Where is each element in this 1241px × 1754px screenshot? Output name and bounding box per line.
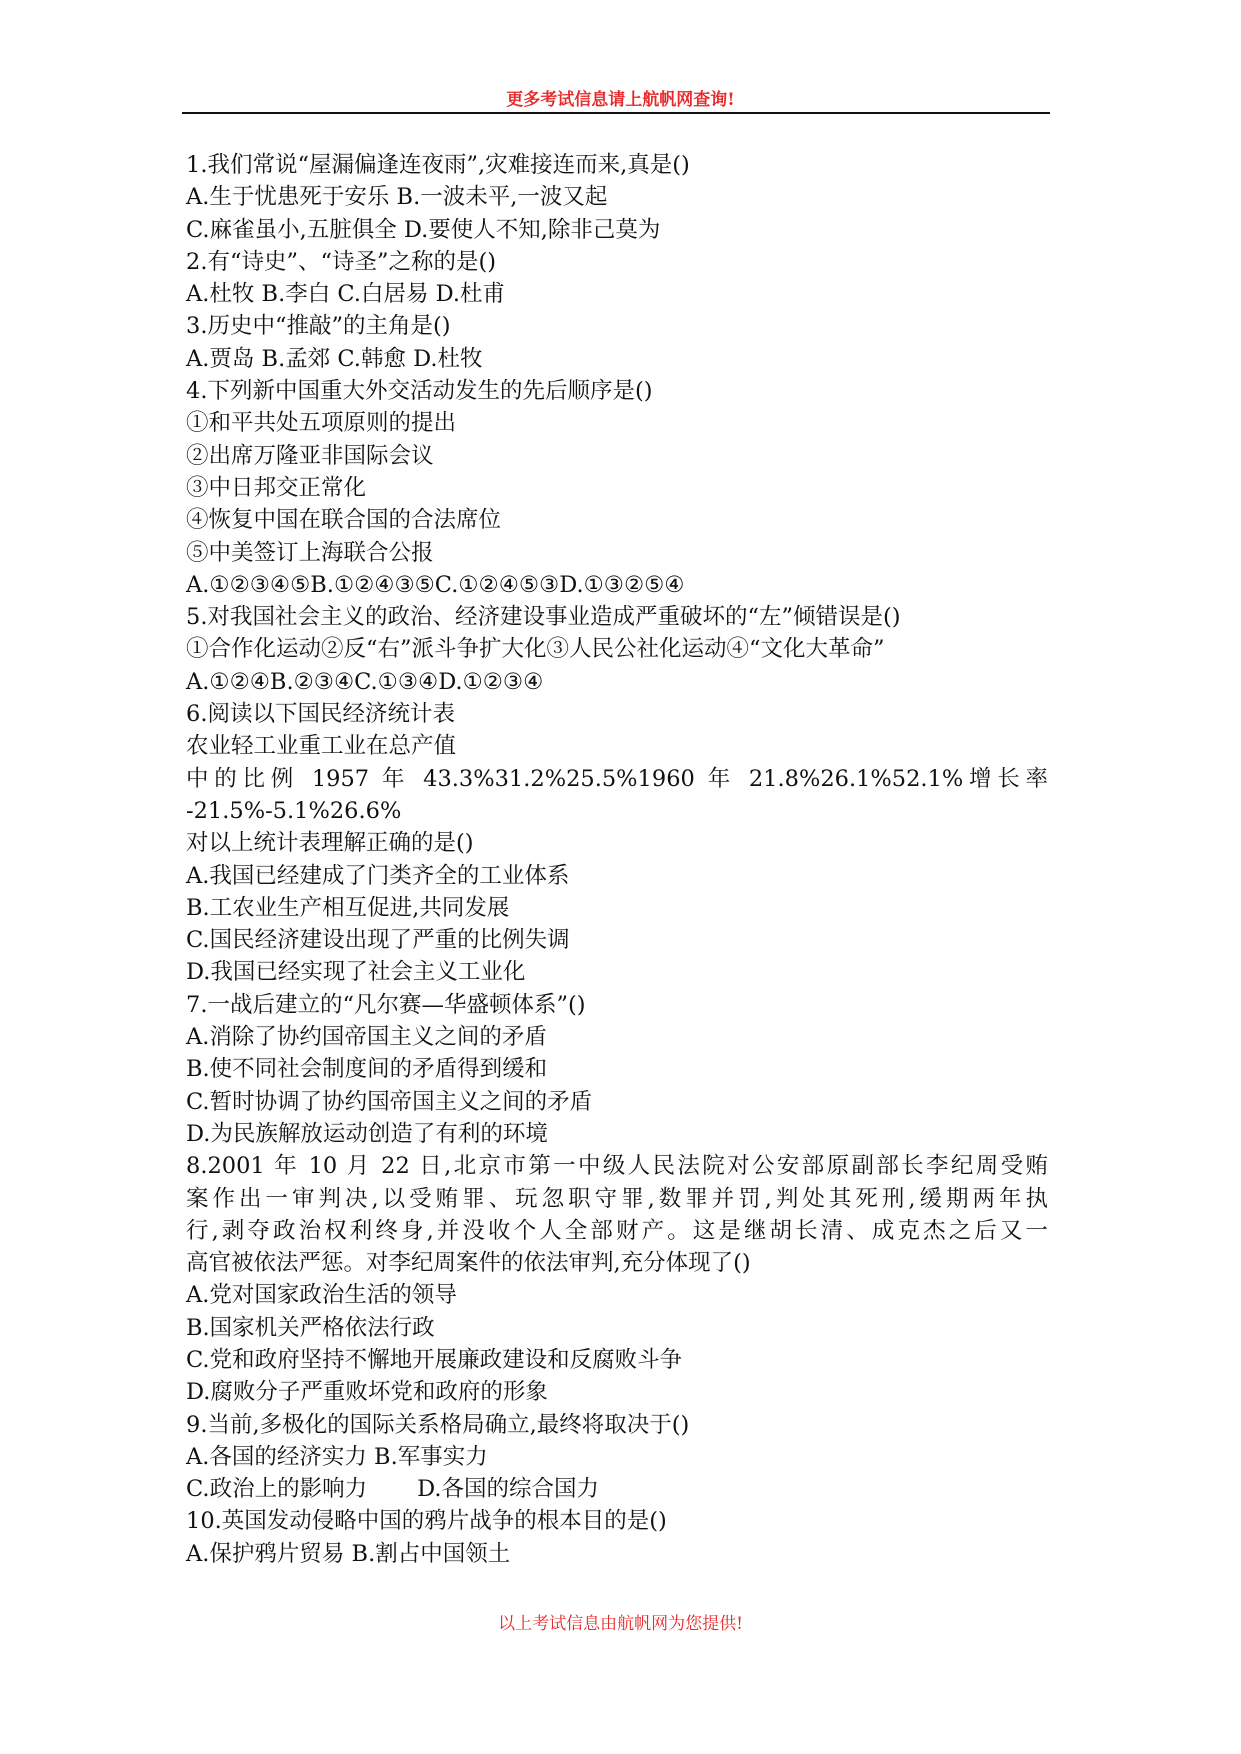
text-line: 中的比例 1957 年 43.3%31.2%25.5%1960 年 21.8%26.1%52.1%增长率 — [186, 765, 1048, 792]
text-line: D.我国已经实现了社会主义工业化 — [186, 959, 526, 986]
text-line: A.①②④B.②③④C.①③④D.①②③④ — [186, 668, 544, 695]
text-line: A.党对国家政治生活的领导 — [186, 1282, 457, 1309]
text-line: 1.我们常说“屋漏偏逢连夜雨”,灾难接连而来,真是() — [186, 152, 690, 178]
text-line: C.暂时协调了协约国帝国主义之间的矛盾 — [186, 1088, 593, 1115]
header-divider — [182, 112, 1050, 114]
text-line: C.党和政府坚持不懈地开展廉政建设和反腐败斗争 — [186, 1346, 683, 1373]
text-line: 5.对我国社会主义的政治、经济建设事业造成严重破坏的“左”倾错误是() — [186, 604, 901, 631]
text-line: ②出席万隆亚非国际会议 — [186, 442, 434, 469]
text-line: 3.历史中“推敲”的主角是() — [186, 313, 451, 340]
text-line: C.国民经济建设出现了严重的比例失调 — [186, 927, 570, 954]
text-line: C.政治上的影响力 D.各国的综合国力 — [186, 1476, 600, 1503]
text-line: -21.5%-5.1%26.6% — [186, 797, 402, 824]
text-line: 高官被依法严惩。对李纪周案件的依法审判,充分体现了() — [186, 1250, 751, 1277]
text-line: 2.有“诗史”、“诗圣”之称的是() — [186, 248, 497, 275]
text-line: A.消除了协约国帝国主义之间的矛盾 — [186, 1024, 547, 1051]
text-line: ①合作化运动②反“右”派斗争扩大化③人民公社化运动④“文化大革命” — [186, 636, 885, 663]
text-line: A.各国的经济实力 B.军事实力 — [186, 1443, 488, 1470]
text-line: B.国家机关严格依法行政 — [186, 1314, 435, 1341]
text-line: A.我国已经建成了门类齐全的工业体系 — [186, 862, 570, 889]
text-line: B.工农业生产相互促进,共同发展 — [186, 894, 510, 921]
text-line: D.为民族解放运动创造了有利的环境 — [186, 1120, 548, 1147]
page-footer: 以上考试信息由航帆网为您提供! — [498, 1614, 743, 1634]
page-header: 更多考试信息请上航帆网查询! — [506, 90, 735, 110]
text-line: A.杜牧 B.李白 C.白居易 D.杜甫 — [186, 281, 505, 308]
text-line: ③中日邦交正常化 — [186, 474, 367, 501]
document-body — [186, 149, 1048, 1570]
text-line: 8.2001 年 10 月 22 日,北京市第一中级人民法院对公安部原副部长李纪周受贿 — [186, 1153, 1048, 1180]
text-line: 7.一战后建立的“凡尔赛—华盛顿体系”() — [186, 991, 586, 1018]
text-line: ④恢复中国在联合国的合法席位 — [186, 507, 502, 534]
text-line: 行,剥夺政治权利终身,并没收个人全部财产。这是继胡长清、成克杰之后又一 — [186, 1217, 1048, 1244]
text-line: 10.英国发动侵略中国的鸦片战争的根本目的是() — [186, 1508, 667, 1535]
text-line: 对以上统计表理解正确的是() — [186, 830, 474, 857]
text-line: A.贾岛 B.孟郊 C.韩愈 D.杜牧 — [186, 345, 483, 372]
text-line: 6.阅读以下国民经济统计表 — [186, 701, 455, 728]
text-line: A.保护鸦片贸易 B.割占中国领土 — [186, 1540, 511, 1567]
text-line: C.麻雀虽小,五脏俱全 D.要使人不知,除非己莫为 — [186, 216, 661, 243]
text-line: B.使不同社会制度间的矛盾得到缓和 — [186, 1056, 548, 1083]
text-line: A.①②③④⑤B.①②④③⑤C.①②④⑤③D.①③②⑤④ — [186, 571, 685, 598]
text-line: D.腐败分子严重败坏党和政府的形象 — [186, 1379, 548, 1406]
text-line: 4.下列新中国重大外交活动发生的先后顺序是() — [186, 378, 653, 405]
text-line: ⑤中美签订上海联合公报 — [186, 539, 434, 566]
text-line: 案作出一审判决,以受贿罪、玩忽职守罪,数罪并罚,判处其死刑,缓期两年执 — [186, 1185, 1048, 1212]
text-line: A.生于忧患死于安乐 B.一波未平,一波又起 — [186, 184, 608, 211]
text-line: ①和平共处五项原则的提出 — [186, 410, 457, 437]
text-line: 农业轻工业重工业在总产值 — [186, 733, 457, 760]
text-line: 9.当前,多极化的国际关系格局确立,最终将取决于() — [186, 1411, 690, 1438]
